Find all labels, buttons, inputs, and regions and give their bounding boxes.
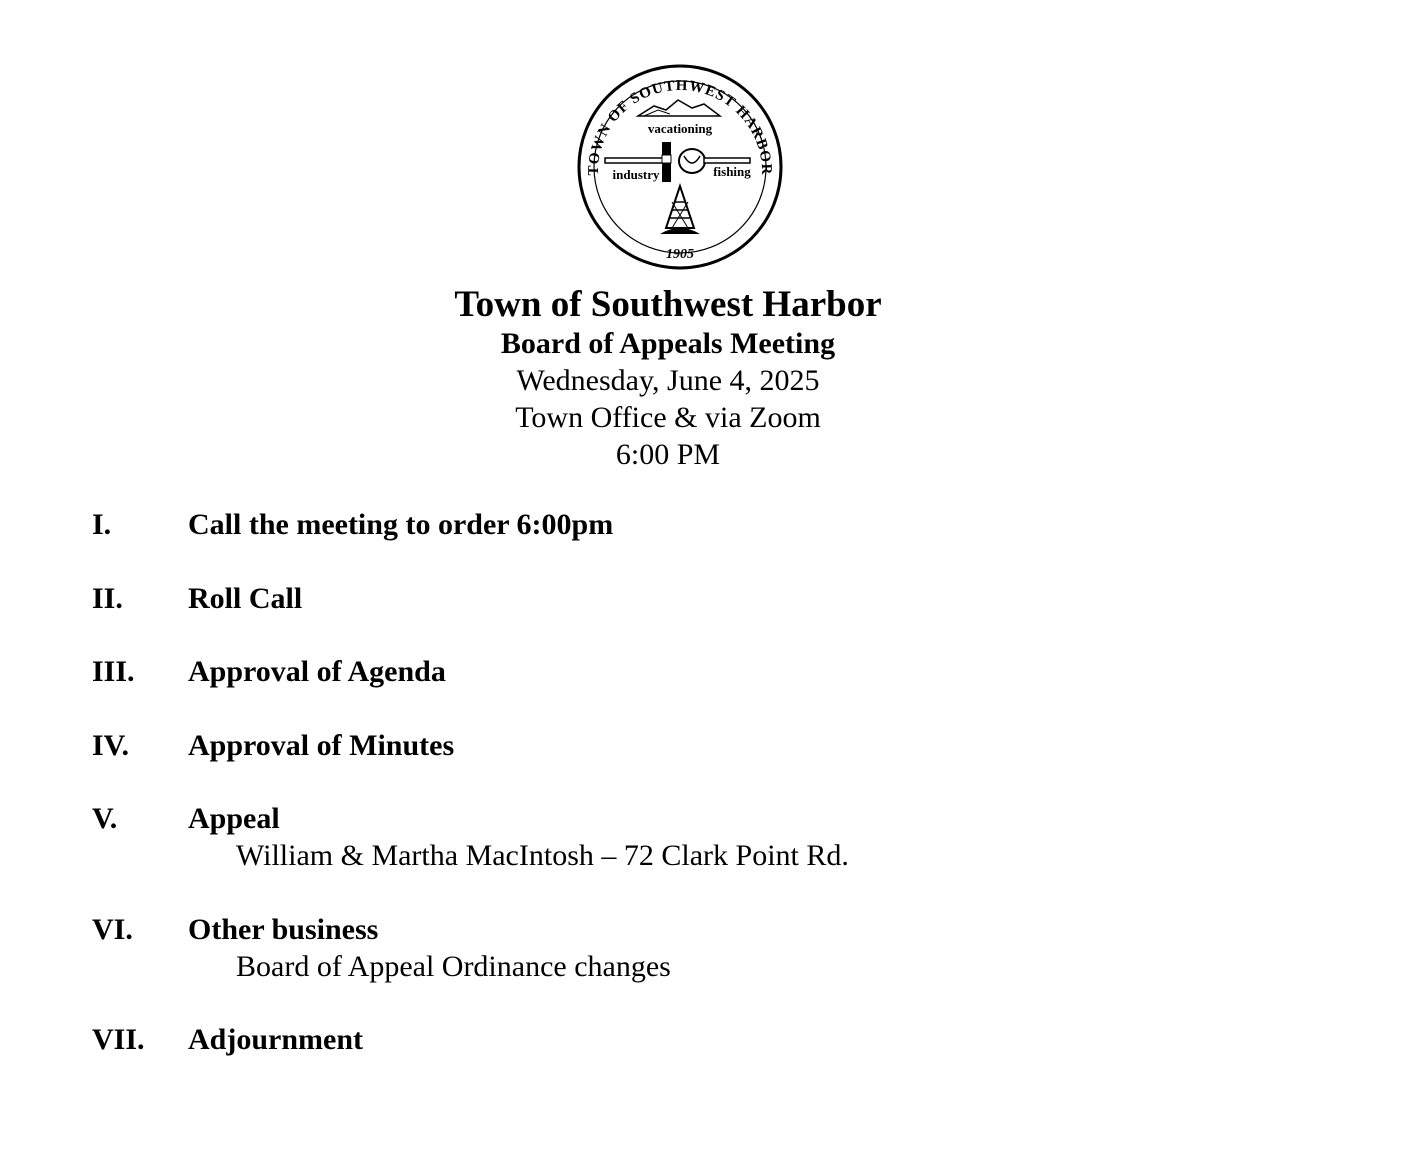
agenda-item-detail: William & Martha MacIntosh – 72 Clark Point Rd. xyxy=(236,839,849,872)
agenda-numeral: III. xyxy=(92,655,135,688)
svg-text:TOWN OF SOUTHWEST HARBOR: TOWN OF SOUTHWEST HARBOR xyxy=(585,77,775,176)
agenda-item-title: Approval of Minutes xyxy=(188,729,455,762)
agenda-numeral: IV. xyxy=(92,729,129,762)
svg-text:industry: industry xyxy=(612,167,660,182)
agenda-item-title: Approval of Agenda xyxy=(188,655,446,688)
agenda-item-title: Adjournment xyxy=(188,1023,364,1056)
agenda-numeral: II. xyxy=(92,582,123,615)
agenda-item-title: Roll Call xyxy=(188,582,303,615)
agenda-item-title: Appeal xyxy=(188,802,280,835)
document-title: Town of Southwest Harbor xyxy=(454,284,882,325)
meeting-name: Board of Appeals Meeting xyxy=(500,327,836,360)
meeting-time: 6:00 PM xyxy=(615,438,721,471)
agenda-item-title: Call the meeting to order 6:00pm xyxy=(188,508,614,541)
svg-text:fishing: fishing xyxy=(713,164,751,179)
town-seal-graphic xyxy=(574,60,786,274)
meeting-location: Town Office & via Zoom xyxy=(515,401,821,434)
agenda-numeral: VI. xyxy=(92,913,133,946)
svg-text:1905: 1905 xyxy=(666,247,694,262)
agenda-numeral: I. xyxy=(92,508,112,541)
agenda-numeral: V. xyxy=(92,802,118,835)
agenda-item-detail: Board of Appeal Ordinance changes xyxy=(236,950,671,983)
svg-text:vacationing: vacationing xyxy=(647,121,713,136)
agenda-numeral: VII. xyxy=(92,1023,145,1056)
agenda-item-title: Other business xyxy=(188,913,379,946)
meeting-date: Wednesday, June 4, 2025 xyxy=(516,364,820,397)
town-seal xyxy=(574,60,786,274)
